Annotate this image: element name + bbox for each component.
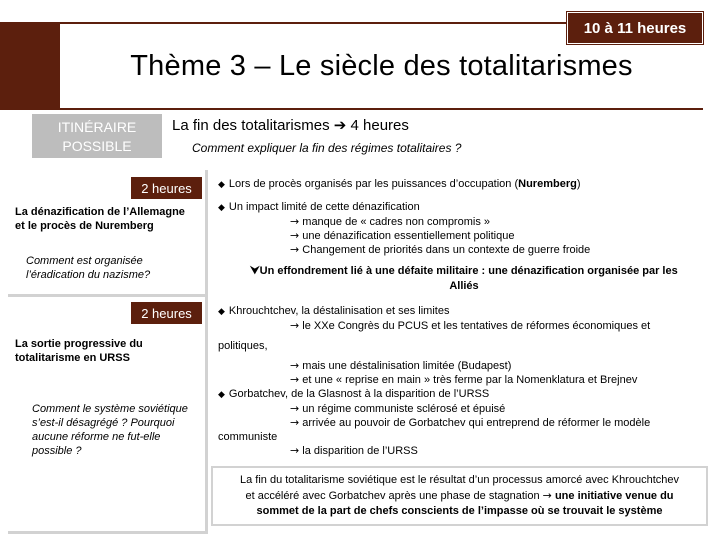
lesson-question: Comment expliquer la fin des régimes totalitaires ? <box>192 141 462 155</box>
s1-sub-item: manque de « cadres non compromis » <box>302 216 490 228</box>
s1-conclusion-line: Un effondrement lié à une défaite militaire : une dénazification organisée par les <box>259 265 678 277</box>
s1-bullet-2-text: Un impact limité de cette dénazification <box>228 201 420 213</box>
arrow-icon: → <box>290 359 300 372</box>
s2-bullet-1 <box>218 304 650 387</box>
lesson-title <box>172 116 409 134</box>
arrow-icon: → <box>290 444 300 457</box>
s1-conclusion <box>220 263 708 294</box>
s2-sub-item: un régime communiste sclérosé et épuisé <box>302 403 506 415</box>
section1-title-line: et le procès de Nuremberg <box>15 220 154 232</box>
s1-bullet-1-end: ) <box>576 178 581 190</box>
final-conclusion <box>211 466 708 526</box>
section1-question <box>26 254 150 282</box>
section2-question-line: possible ? <box>32 445 82 457</box>
section-divider <box>8 294 208 297</box>
s1-bullet-1-text: Lors de procès organisés par les puissances d’occupation ( <box>228 178 519 190</box>
s1-bullet-1-bold: Nuremberg <box>518 178 577 190</box>
final-line-bold: une initiative venue du <box>554 490 674 502</box>
arrow-icon: → <box>290 416 300 429</box>
s2-sub-item: le XXe Congrès du PCUS et les tentatives de réformes économiques et <box>302 320 651 332</box>
bullet-icon: ◆ <box>218 307 225 317</box>
section1-title-line: La dénazification de l’Allemagne <box>15 206 185 218</box>
lesson-title-text: La fin des totalitarismes <box>172 117 330 134</box>
hours-badge-1: 2 heures <box>131 177 202 199</box>
s1-conclusion-line: Alliés <box>449 280 479 292</box>
bullet-icon: ◆ <box>218 180 225 190</box>
arrow-icon: → <box>542 489 552 502</box>
section2-title <box>15 337 143 365</box>
s1-sub-item: Changement de priorités dans un contexte de guerre froide <box>302 244 591 256</box>
s2-sub-item-cont: politiques, <box>218 340 268 352</box>
section1-question-line: l’éradication du nazisme? <box>26 269 151 281</box>
itinerary-line1: ITINÉRAIRE <box>57 119 137 135</box>
s1-bullet-1 <box>218 177 581 192</box>
arrow-icon: → <box>290 319 300 332</box>
arrow-icon: → <box>290 402 300 415</box>
s2-bullet-2 <box>218 387 650 458</box>
bullet-icon: ◆ <box>218 203 225 213</box>
final-line-bold: sommet de la part de chefs conscients de l’impasse où se trouvait le système <box>256 505 663 517</box>
section2-question-line: aucune réforme ne fut-elle <box>32 431 161 443</box>
s2-bullet-2-text: Gorbatchev, de la Glasnost à la disparition de l’URSS <box>228 388 490 400</box>
arrow-icon: → <box>290 373 300 386</box>
s2-sub-item: arrivée au pouvoir de Gorbatchev qui entreprend de réformer le modèle <box>302 417 651 429</box>
section1-question-line: Comment est organisée <box>26 255 143 267</box>
bold-arrow-icon: ➔ <box>333 116 347 134</box>
bullet-icon: ◆ <box>218 390 225 400</box>
s1-bullet-2 <box>218 200 590 257</box>
s2-sub-item: et une « reprise en main » très ferme par la Nomenklatura et Brejnev <box>302 374 638 386</box>
final-line: et accéléré avec Gorbatchev après une phase de stagnation <box>245 490 540 502</box>
s2-bullet-1-text: Khrouchtchev, la déstalinisation et ses limites <box>228 305 450 317</box>
section2-title-line: totalitarisme en URSS <box>15 352 130 364</box>
hours-badge-2: 2 heures <box>131 302 202 324</box>
section2-title-line: La sortie progressive du <box>15 338 143 350</box>
arrow-icon: → <box>290 243 300 256</box>
theme-title: Thème 3 – Le siècle des totalitarismes <box>130 49 633 82</box>
s2-sub-item-cont: communiste <box>218 431 278 443</box>
lesson-hours: 4 heures <box>350 117 409 134</box>
section1-title <box>15 205 185 233</box>
section2-question <box>32 402 188 458</box>
arrow-icon: → <box>290 229 300 242</box>
section2-question-line: s’est-il désagrégé ? Pourquoi <box>32 417 175 429</box>
itinerary-tag <box>32 114 162 158</box>
section2-question-line: Comment le système soviétique <box>32 403 188 415</box>
hours-tag: 10 à 11 heures <box>567 12 703 44</box>
final-line: La fin du totalitarisme soviétique est le résultat d’un processus amorcé avec Khrouchtchev <box>239 474 679 486</box>
s1-sub-item: une dénazification essentiellement politique <box>302 230 515 242</box>
itinerary-line2: POSSIBLE <box>62 138 132 154</box>
s2-sub-item: la disparition de l’URSS <box>302 445 418 457</box>
down-arrow-icon: ⮟ <box>250 264 260 277</box>
s2-sub-item: mais une déstalinisation limitée (Budapest) <box>302 360 512 372</box>
arrow-icon: → <box>290 215 300 228</box>
